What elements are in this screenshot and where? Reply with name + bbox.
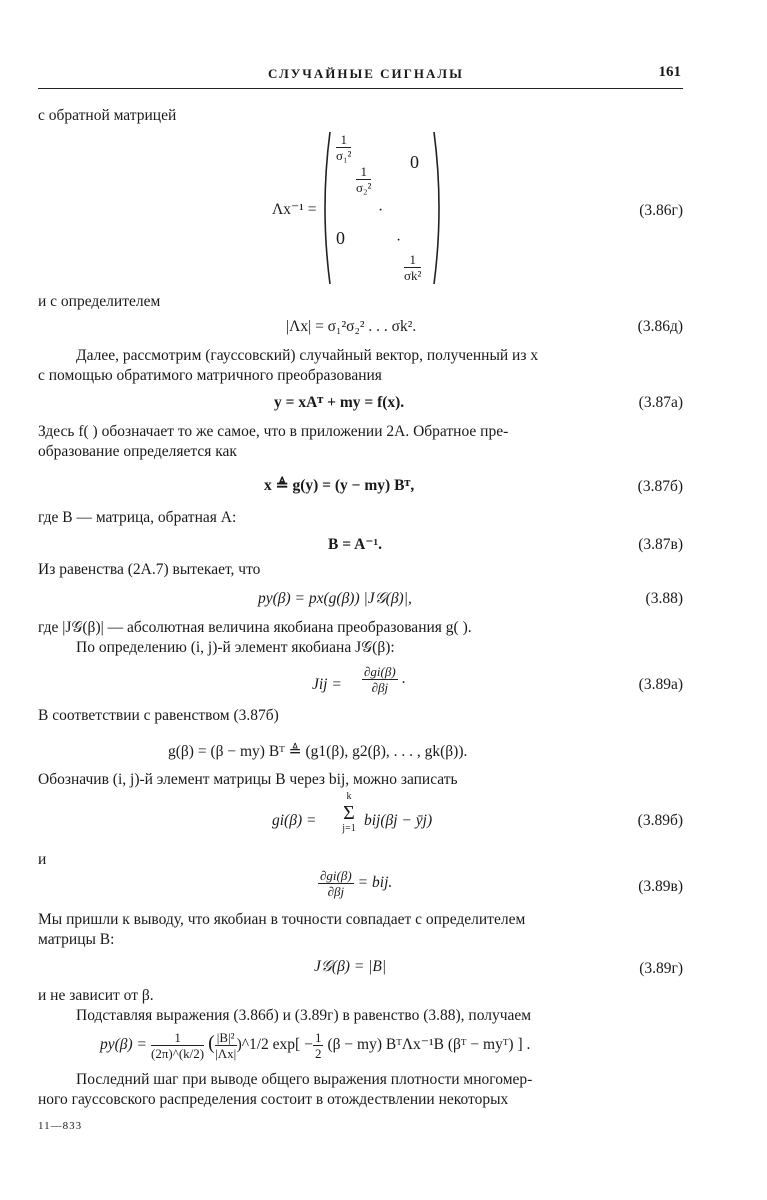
equation-rhs: bij(βj − ȳj) [364, 812, 433, 829]
equation: J𝒢(β) = |B| [314, 958, 387, 975]
eq-number: (3.89а) [638, 676, 683, 693]
eq-number: (3.86г) [639, 202, 683, 219]
text-line: где |J𝒢(β)| — абсолютная величина якобиана преобразования g( ). [38, 619, 472, 636]
matrix-lhs: Λx⁻¹ = [272, 201, 317, 218]
text-line: ного гауссовского распределения состоит в отождествлении некоторых [38, 1091, 509, 1108]
header-title: СЛУЧАЙНЫЕ СИГНАЛЫ [268, 66, 464, 81]
equation-lhs: Jij = [312, 676, 342, 693]
eq-number: (3.89б) [637, 812, 683, 829]
matrix-dot: · [378, 202, 384, 219]
equation: |Λx| = σ₁²σ₂² . . . σk². [286, 318, 417, 335]
text-line: и [38, 851, 47, 868]
equation: py(β) = px(g(β)) |J𝒢(β)|, [258, 590, 412, 607]
equation-lhs: gi(β) = [272, 812, 317, 829]
matrix-dot: · [396, 232, 402, 249]
eq-number: (3.89г) [639, 960, 683, 977]
matrix-entry-1: $\frac{1}{\text{σ₁²}}$ [336, 132, 352, 163]
text-line: Мы пришли к выводу, что якобиан в точности совпадает с определителем [38, 911, 526, 928]
matrix-entry-2: $\frac{1}{\text{σ₂²}}$ [356, 164, 372, 195]
printer-signature: 11—833 [38, 1120, 83, 1132]
running-header [38, 66, 683, 89]
text-line: с помощью обратимого матричного преобразования [38, 367, 382, 384]
text-line: По определению (i, j)-й элемент якобиана J𝒢(β): [76, 639, 395, 656]
eq-number: (3.89в) [638, 878, 683, 895]
text-line: где B — матрица, обратная A: [38, 509, 237, 526]
text-line: матрицы B: [38, 931, 115, 948]
eq-number: (3.86д) [637, 318, 683, 335]
text-line: с обратной матрицей [38, 107, 177, 124]
equation: y = xAᵀ + my = f(x). [274, 394, 405, 411]
text-line: образование определяется как [38, 443, 237, 460]
text-line: и с определителем [38, 293, 161, 310]
eq-number: (3.87а) [638, 394, 683, 411]
text-line: Обозначив (i, j)-й элемент матрицы B через bij, можно записать [38, 771, 458, 788]
eq-number: (3.88) [645, 590, 683, 607]
eq-number: (3.87б) [637, 478, 683, 495]
text-line: В соответствии с равенством (3.87б) [38, 707, 279, 724]
equation-fraction: $\frac{\partial gi(\beta)}{\partial\beta j}$ . [364, 664, 406, 695]
eq-number: (3.87в) [638, 536, 683, 553]
text-line: Последний шаг при выводе общего выражения плотности многомер- [76, 1071, 533, 1088]
text-line: и не зависит от β. [38, 987, 154, 1004]
text-line: Здесь f( ) обозначает то же самое, что в приложении 2А. Обратное пре- [38, 423, 509, 440]
matrix-zero-lower: 0 [336, 228, 345, 248]
final-equation: py(β) = $\frac{1}{(2\pi)\^{}(k/2)}$ ( $\frac{\text{|B|²}}{|\Lambda x|}$ )^1/2 exp[ − $\frac{1}{2}$ (β − my) BᵀΛx⁻¹B (βᵀ − myᵀ) ] . [100, 1030, 531, 1061]
sum-symbol: k Σ j=1 [342, 791, 356, 834]
equation: B = A⁻¹. [328, 536, 382, 553]
text-line: Из равенства (2А.7) вытекает, что [38, 561, 261, 578]
matrix-zero-upper: 0 [410, 152, 419, 172]
text-line: Подставляя выражения (3.86б) и (3.89г) в равенство (3.88), получаем [76, 1007, 532, 1024]
equation: g(β) = (β − my) Bᵀ ≜ (g1(β), g2(β), . . . , gk(β)). [168, 743, 468, 760]
equation: x ≜ g(y) = (y − my) Bᵀ, [264, 477, 415, 494]
matrix-entry-k: $\frac{1}{\text{σk²}}$ [404, 252, 422, 283]
page-number: 161 [658, 64, 681, 80]
equation-fraction: $\frac{\partial gi(\beta)}{\partial\beta j}$ = bij. [320, 868, 393, 899]
text-line: Далее, рассмотрим (гауссовский) случайный вектор, полученный из x [76, 347, 539, 364]
